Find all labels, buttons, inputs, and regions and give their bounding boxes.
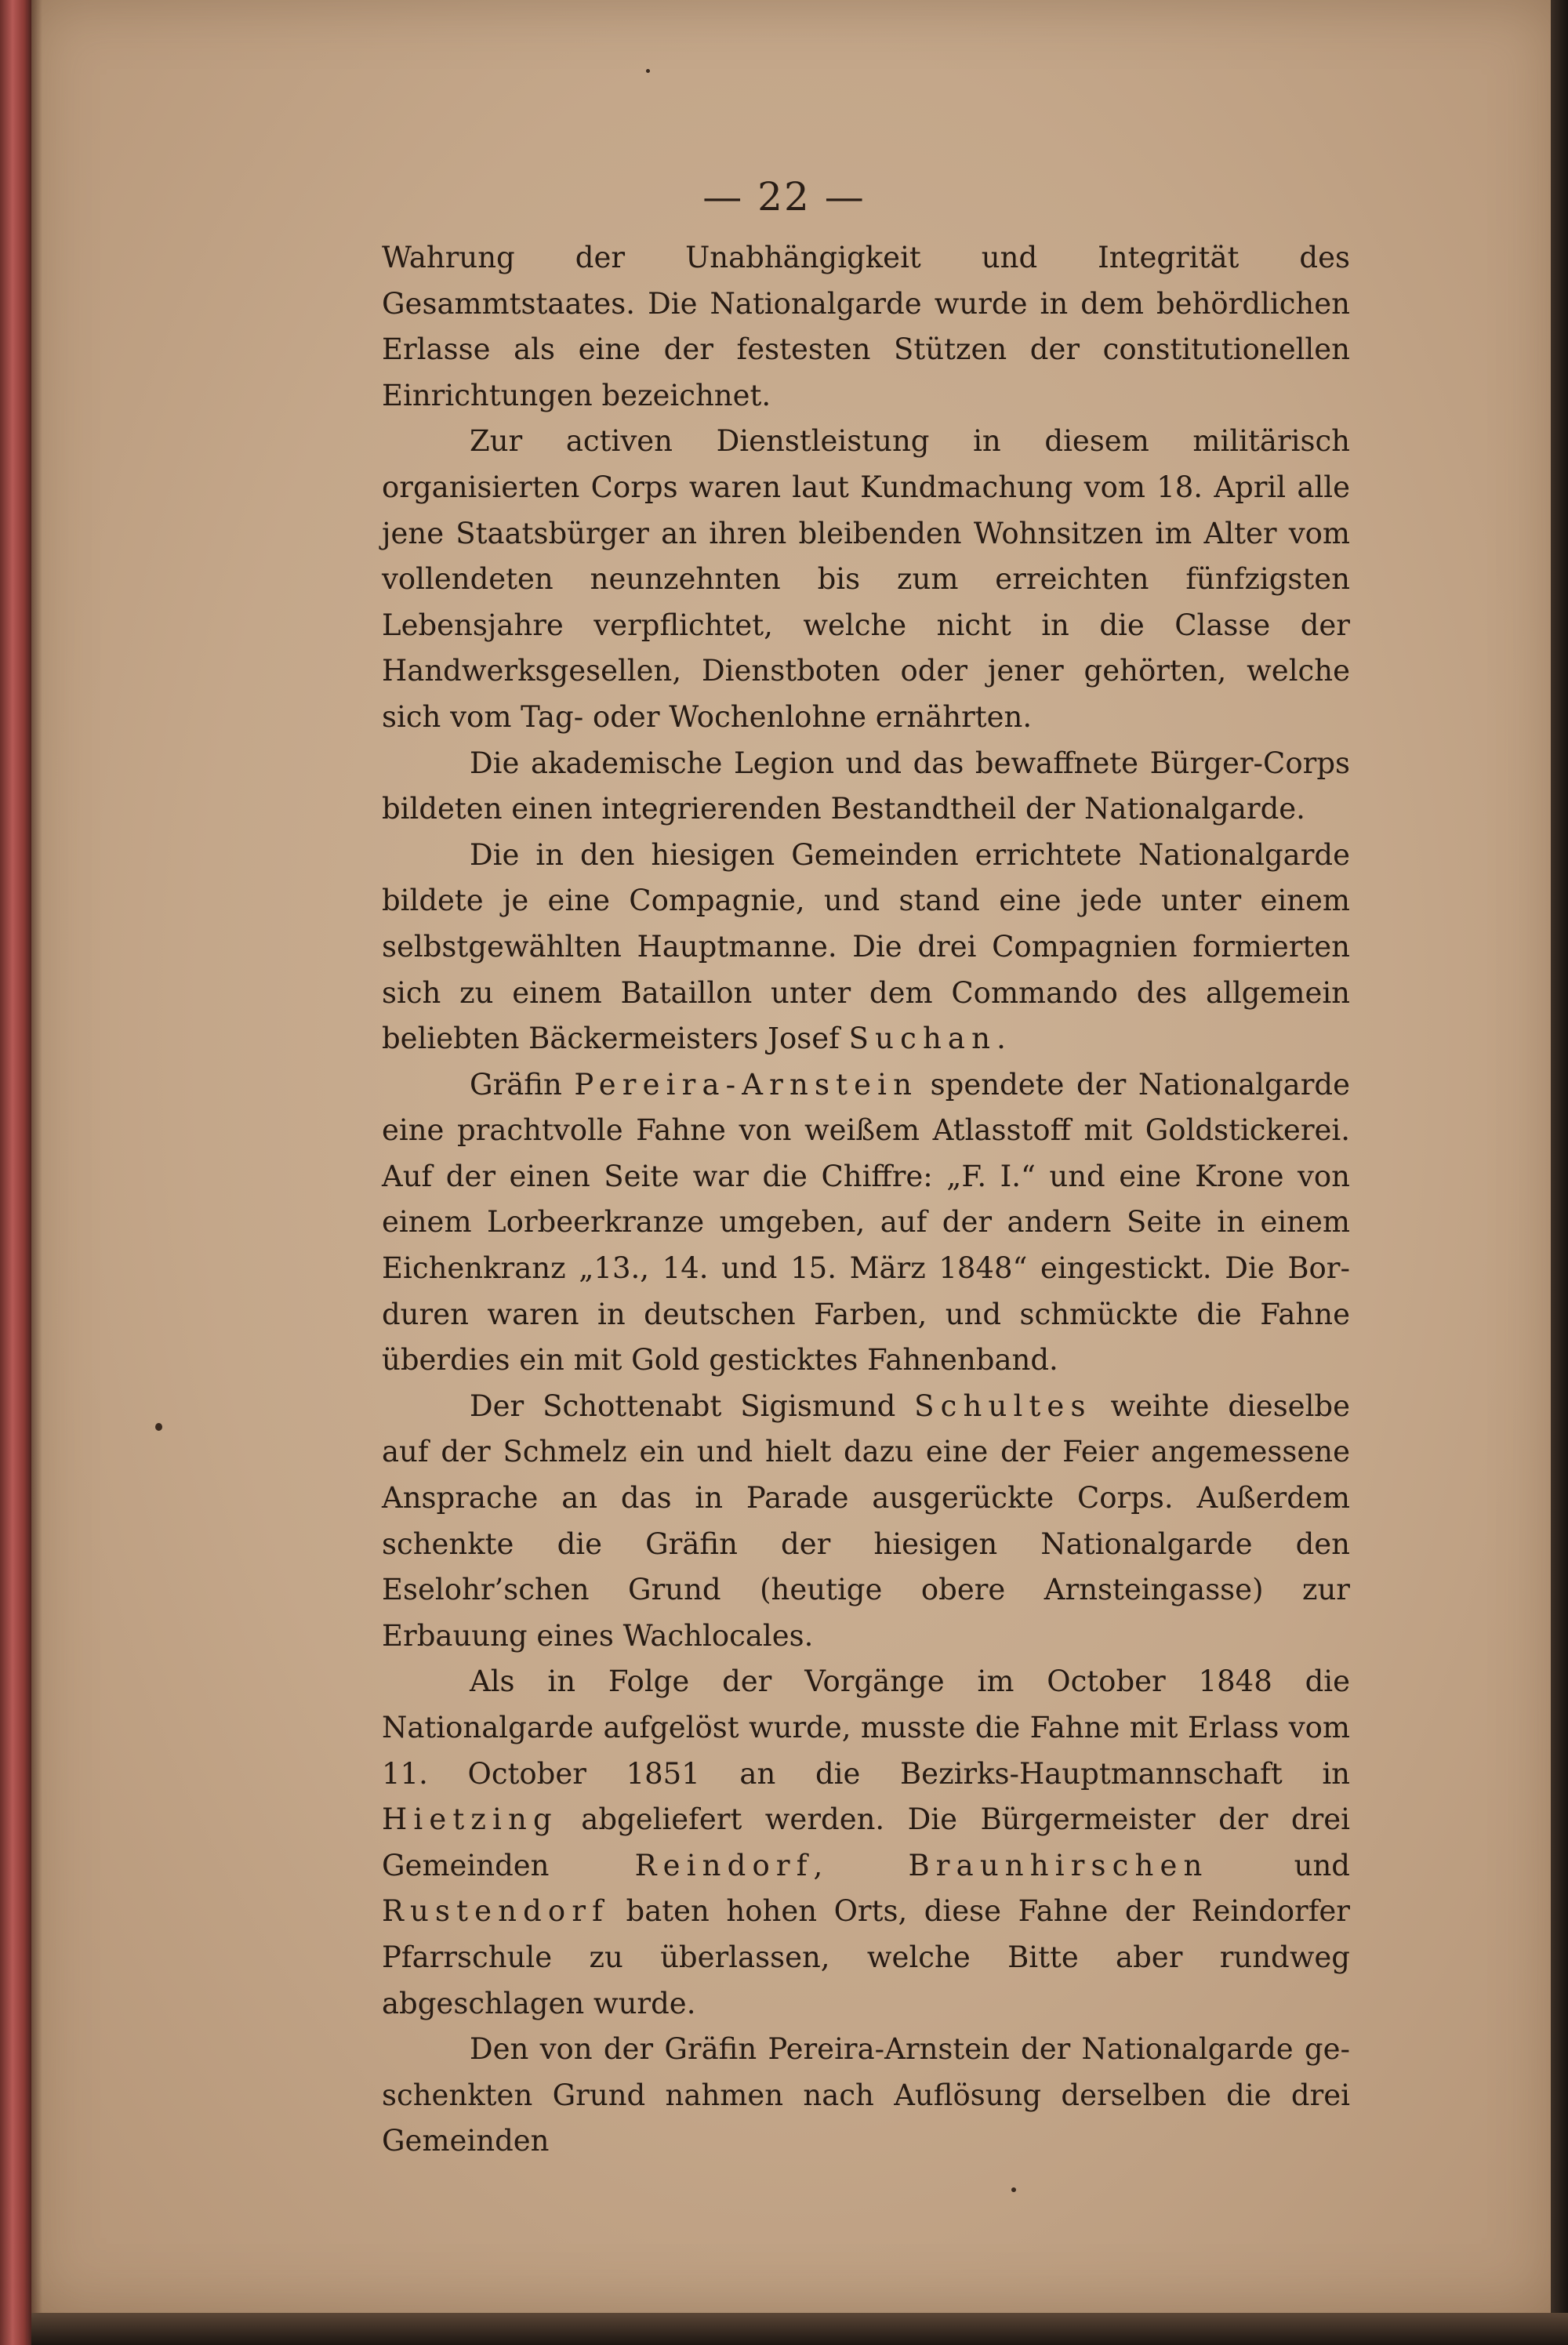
text-run: Der Schottenabt Sigismund (470, 1388, 915, 1423)
book-spine (0, 0, 31, 2345)
text-run: , (813, 1848, 909, 1882)
text-run: spendete der Nationalgarde eine prachtvolle Fahne von weißem Atlasstoff mit Goldstickerei. Auf der einen Seite war die Chiffre: „F. I.“ und eine Krone von einem Lorbeerkranze umgeben, auf der andern Seite in einem Eichenkranz „13., 14. und 15. März 1848“ eingestickt. Die Borduren waren in deutschen Farben, und schmückte die Fahne überdies ein mit Gold gesticktes Fahnenband. (382, 1067, 1350, 1378)
text-run: weihte dieselbe auf der Schmelz ein und hielt dazu eine der Feier angemessene Ansprache an das in Parade ausgerückte Corps. Außerdem schenkte die Gräfin der hiesigen Nationalgarde den Eselohr’schen Grund (heutige obere Arnsteingasse) zur Erbauung eines Wachlocales. (382, 1388, 1350, 1653)
page-number: — 22 — (702, 174, 866, 220)
text-run: Gräfin (470, 1067, 575, 1102)
spaced-name: Schultes (914, 1388, 1092, 1423)
page-right-edge (1551, 0, 1568, 2345)
spaced-name: Reindorf (634, 1848, 814, 1882)
paragraph (382, 1062, 1350, 1384)
text-run: Zur activen Dienstleistung in diesem militärisch organisierten Corps waren laut Kundmachung vom 18. April alle jene Staatsbürger an ihren bleibenden Wohnsitzen im Alter vom vollendeten neunzehnten bis zum erreichten fünfzigsten Lebensjahre verpflichtet, welche nicht in die Classe der Handwerksgesellen, Dienstboten oder jener gehörten, welche sich vom Tag- oder Wochenlohne ernährten. (382, 424, 1350, 734)
text-run: Als in Folge der Vorgänge im October 1848 die Nationalgarde aufgelöst wurde, musste die Fahne mit Erlass vom 11. October 1851 an die Bezirks-Hauptmannschaft in (382, 1664, 1350, 1791)
paragraph (382, 419, 1350, 740)
paragraph (382, 741, 1350, 833)
page-bottom-edge (31, 2313, 1568, 2345)
body-text (382, 235, 1350, 2165)
ink-speck (1011, 2187, 1016, 2192)
ink-speck (646, 69, 650, 73)
gutter-shadow (31, 0, 42, 2345)
text-run: und (1208, 1848, 1350, 1882)
text-run: baten hohen Orts, diese Fahne der Reindorfer Pfarrschule zu überlassen, welche Bitte aber rundweg abgeschlagen wurde. (382, 1894, 1350, 2020)
spaced-name: Rustendorf (382, 1894, 610, 1929)
text-run: Die in den hiesigen Gemeinden errichtete Nationalgarde bildete je eine Compagnie, und stand eine jede unter einem selbstgewählten Hauptmanne. Die drei Compagnien formierten sich zu einem Bataillon unter dem Commando des allgemein beliebten Bäckermeisters Josef (382, 837, 1350, 1056)
spaced-name: Braunhirschen (908, 1848, 1209, 1882)
text-run: Wahrung der Unabhängigkeit und Integrität des Gesammtstaates. Die Nationalgarde wurde in dem behördlichen Erlasse als eine der festesten Stützen der constitutionellen Einrichtungen bezeichnet. (382, 241, 1350, 412)
text-run: Den von der Gräfin Pereira-Arnstein der Nationalgarde geschenkten Grund nahmen nach Auflösung derselben die drei Gemeinden (382, 2032, 1350, 2158)
paragraph (382, 1659, 1350, 2027)
paragraph (382, 1384, 1350, 1660)
ink-speck (155, 1423, 162, 1431)
paragraph (382, 2027, 1350, 2165)
spaced-name: Hietzing (382, 1802, 558, 1837)
text-run: Die akademische Legion und das bewaffnete Bürger-Corps bildeten einen integrierenden Bestandtheil der Nationalgarde. (382, 746, 1350, 826)
spaced-name: Pereira-Arnstein (574, 1067, 919, 1102)
paragraph (382, 235, 1350, 419)
text-run: abgeliefert werden. Die Bürgermeister der drei Gemeinden (382, 1802, 1350, 1882)
spaced-name: Suchan (848, 1022, 997, 1056)
text-run: . (996, 1022, 1006, 1056)
paragraph (382, 833, 1350, 1062)
